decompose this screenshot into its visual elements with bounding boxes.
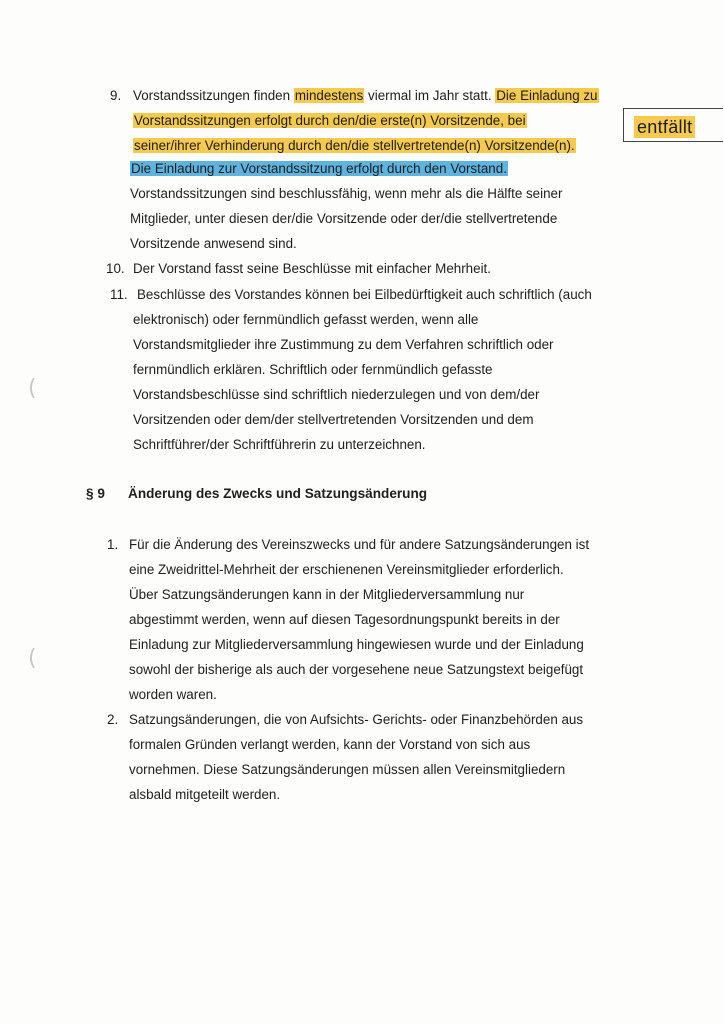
- s9-item-2-line-3: vornehmen. Diese Satzungsänderungen müssen allen Vereinsmitgliedern: [129, 762, 566, 777]
- item-9-line-1: [133, 87, 599, 104]
- s9-item-2-line-2: formalen Gründen verlangt werden, kann der Vorstand von sich aus: [129, 737, 531, 752]
- s9-item-1-line-5: Einladung zur Mitgliederversammlung hingewiesen wurde und der Einladung: [129, 637, 584, 652]
- item-number: 9.: [110, 88, 122, 103]
- section-number: § 9: [86, 486, 105, 501]
- highlight-yellow: seiner/ihrer Verhinderung durch den/die stellvertretende(n) Vorsitzende(n).: [134, 138, 575, 153]
- item-11-line-7: Schriftführer/der Schriftführerin zu unterzeichnen.: [133, 437, 426, 452]
- item-11-line-1: Beschlüsse des Vorstandes können bei Eilbedürftigkeit auch schriftlich (auch: [137, 287, 592, 302]
- item-10-line-1: Der Vorstand fasst seine Beschlüsse mit einfacher Mehrheit.: [133, 261, 491, 276]
- item-11-line-2: elektronisch) oder fernmündlich gefasst werden, wenn alle: [133, 312, 479, 327]
- stamp-label: entfällt: [634, 116, 695, 138]
- text-run: viermal im Jahr statt.: [364, 88, 496, 103]
- item-9-line-5: Vorstandssitzungen sind beschlussfähig, wenn mehr als die Hälfte seiner: [130, 186, 563, 201]
- highlight-yellow: Die Einladung zu: [496, 88, 598, 103]
- highlight-yellow: mindestens: [294, 88, 364, 103]
- s9-item-1-line-6: sowohl der bisherige als auch der vorgesehene neue Satzungstext beigefügt: [129, 662, 584, 677]
- scan-mark: (: [28, 376, 37, 401]
- item-11-line-4: fernmündlich erklären. Schriftlich oder fernmündlich gefasste: [133, 362, 493, 377]
- item-9-line-6: Mitglieder, unter diesen der/die Vorsitzende oder der/die stellvertretende: [130, 211, 558, 226]
- scan-mark: (: [28, 646, 37, 671]
- section-title: Änderung des Zwecks und Satzungsänderung: [128, 486, 428, 501]
- item-9-line-4: [130, 160, 508, 177]
- highlight-yellow: Vorstandssitzungen erfolgt durch den/die erste(n) Vorsitzende, bei: [134, 113, 526, 128]
- item-number: 11.: [110, 287, 128, 302]
- item-11-line-5: Vorstandsbeschlüsse sind schriftlich niederzulegen und von dem/der: [133, 387, 540, 402]
- s9-item-1-line-4: abgestimmt werden, wenn auf diesen Tagesordnungspunkt bereits in der: [129, 612, 560, 627]
- s9-item-1-line-7: worden waren.: [129, 687, 217, 702]
- text-run: Vorstandssitzungen finden: [133, 88, 294, 103]
- s9-item-2-line-4: alsbald mitgeteilt werden.: [129, 787, 281, 802]
- item-11-line-3: Vorstandsmitglieder ihre Zustimmung zu dem Verfahren schriftlich oder: [133, 337, 554, 352]
- s9-item-2-line-1: Satzungsänderungen, die von Aufsichts- Gerichts- oder Finanzbehörden aus: [129, 712, 584, 727]
- item-9-line-7: Vorsitzende anwesend sind.: [130, 236, 297, 251]
- s9-item-1-line-2: eine Zweidrittel-Mehrheit der erschienenen Vereinsmitglieder erforderlich.: [129, 562, 564, 577]
- item-11-line-6: Vorsitzenden oder dem/der stellvertretenden Vorsitzenden und dem: [133, 412, 534, 427]
- item-number: 1.: [107, 537, 119, 552]
- highlight-blue: Die Einladung zur Vorstandssitzung erfolgt durch den Vorstand.: [131, 161, 507, 176]
- item-9-line-2: [133, 112, 527, 129]
- item-number: 10.: [106, 261, 125, 276]
- s9-item-1-line-1: Für die Änderung des Vereinszwecks und für andere Satzungsänderungen ist: [129, 537, 590, 552]
- item-9-line-3: [133, 137, 576, 154]
- item-number: 2.: [107, 712, 119, 727]
- s9-item-1-line-3: Über Satzungsänderungen kann in der Mitgliederversammlung nur: [129, 587, 525, 602]
